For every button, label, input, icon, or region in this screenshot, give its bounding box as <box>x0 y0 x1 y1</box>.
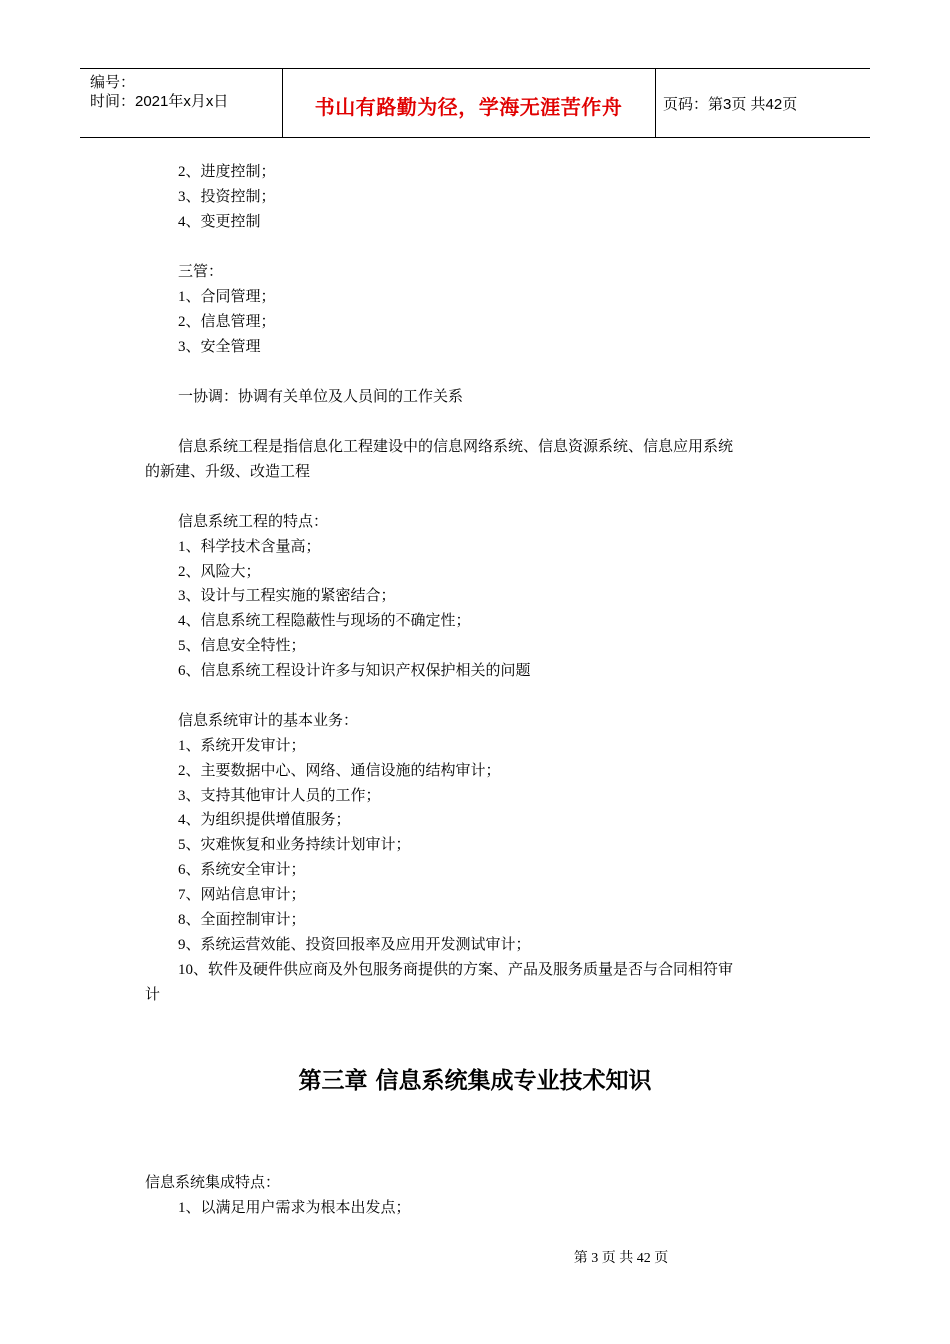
list-item: 6、信息系统工程设计许多与知识产权保护相关的问题 <box>178 663 531 679</box>
list-item: 4、信息系统工程隐蔽性与现场的不确定性； <box>178 613 471 629</box>
list-item: 2、进度控制； <box>178 164 276 180</box>
section-label: 信息系统工程的特点： <box>178 514 329 530</box>
page-footer: 第 3 页 共 42 页 <box>573 1251 669 1266</box>
list-item: 1、以满足用户需求为根本出发点； <box>178 1200 411 1216</box>
list-item: 8、全面控制审计； <box>178 912 306 928</box>
list-item: 3、设计与工程实施的紧密结合； <box>178 588 396 604</box>
list-item: 3、安全管理 <box>178 339 261 355</box>
header-divider <box>655 69 656 137</box>
list-item: 3、支持其他审计人员的工作； <box>178 788 381 804</box>
section-label: 信息系统审计的基本业务： <box>178 713 359 729</box>
list-item: 7、网站信息审计； <box>178 887 306 903</box>
list-item: 5、信息安全特性； <box>178 638 306 654</box>
list-item: 1、系统开发审计； <box>178 738 306 754</box>
list-item: 2、信息管理； <box>178 314 276 330</box>
list-item: 1、科学技术含量高； <box>178 539 321 555</box>
list-item: 4、为组织提供增值服务； <box>178 812 351 828</box>
paragraph: 的新建、升级、改造工程 <box>145 464 311 480</box>
chapter-heading: 第三章 信息系统集成专业技术知识 <box>298 1068 652 1094</box>
header-motto: 书山有路勤为径，学海无涯苦作舟 <box>314 95 623 119</box>
list-item: 6、系统安全审计； <box>178 862 306 878</box>
header-page-label: 页码：第3页 共42页 <box>663 96 798 113</box>
header-number-label: 编号： <box>90 74 136 91</box>
header-time-label: 时间：2021年x月x日 <box>90 93 229 110</box>
paragraph: 一协调：协调有关单位及人员间的工作关系 <box>178 389 464 405</box>
list-item: 2、主要数据中心、网络、通信设施的结构审计； <box>178 763 501 779</box>
list-item: 10、软件及硬件供应商及外包服务商提供的方案、产品及服务质量是否与合同相符审 <box>178 962 734 978</box>
section-label: 信息系统集成特点： <box>145 1175 281 1191</box>
list-item: 3、投资控制； <box>178 189 276 205</box>
list-item: 2、风险大； <box>178 564 261 580</box>
header-meta <box>90 73 228 111</box>
list-item: 4、变更控制 <box>178 214 261 230</box>
list-item: 9、系统运营效能、投资回报率及应用开发测试审计； <box>178 937 531 953</box>
list-item: 5、灾难恢复和业务持续计划审计； <box>178 837 411 853</box>
list-item: 计 <box>145 987 161 1003</box>
list-item: 1、合同管理； <box>178 289 276 305</box>
paragraph: 信息系统工程是指信息化工程建设中的信息网络系统、信息资源系统、信息应用系统 <box>178 439 734 455</box>
page-header <box>80 68 870 138</box>
section-label: 三管： <box>178 264 224 280</box>
